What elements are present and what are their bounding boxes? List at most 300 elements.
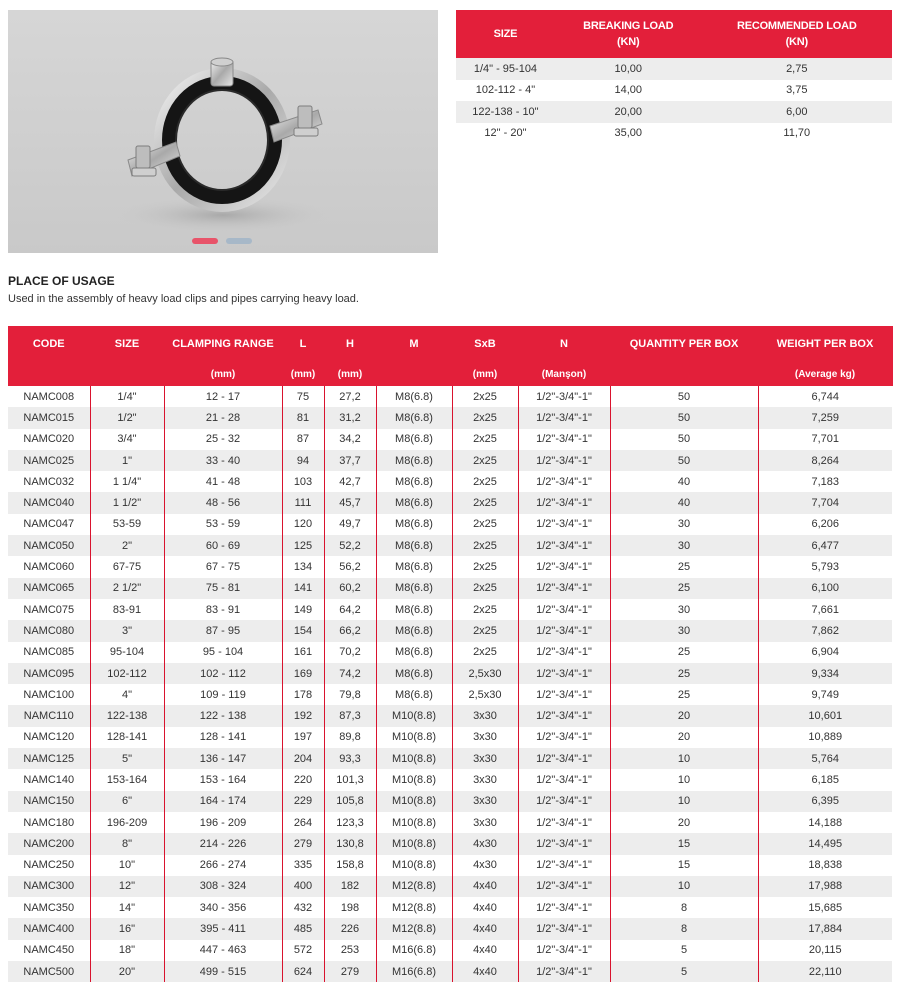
product-image-gallery [8,10,438,253]
table-cell: 4x40 [452,918,518,939]
table-cell: 134 [282,556,324,577]
table-cell: 10 [610,769,758,790]
table-cell: NAMC075 [8,599,90,620]
table-cell: 30 [610,620,758,641]
table-cell: 2x25 [452,492,518,513]
table-cell: 64,2 [324,599,376,620]
table-cell: 3x30 [452,791,518,812]
table-cell: 1/4" - 95-104 [456,58,555,80]
table-row [8,663,892,684]
column-header: M [376,326,452,362]
table-cell: NAMC040 [8,492,90,513]
table-cell: 14,00 [555,80,702,102]
table-cell: 20" [90,961,164,982]
gallery-pagination [192,238,252,244]
table-cell: 14,495 [758,833,892,854]
table-cell: 5,793 [758,556,892,577]
table-row [8,450,892,471]
table-cell: 161 [282,642,324,663]
table-cell: 40 [610,492,758,513]
table-cell: M10(8.8) [376,833,452,854]
table-cell: 35,00 [555,123,702,145]
table-row [8,748,892,769]
table-cell: 3" [90,620,164,641]
column-unit [8,362,90,386]
pipe-clamp-image [8,10,438,253]
table-cell: M8(6.8) [376,535,452,556]
table-cell: 33 - 40 [164,450,282,471]
table-cell: 229 [282,791,324,812]
table-cell: 20 [610,705,758,726]
table-cell: 70,2 [324,642,376,663]
table-cell: M12(8.8) [376,918,452,939]
table-cell: 17,884 [758,918,892,939]
table-row [8,386,892,407]
table-cell: 6,100 [758,578,892,599]
table-cell: 48 - 56 [164,492,282,513]
table-cell: 3x30 [452,727,518,748]
table-cell: 204 [282,748,324,769]
load-header-recommended: RECOMMENDED LOAD (KN) [702,10,892,58]
table-cell: M8(6.8) [376,642,452,663]
table-cell: 2x25 [452,407,518,428]
table-cell: M8(6.8) [376,578,452,599]
table-cell: M12(8.8) [376,876,452,897]
table-cell: NAMC150 [8,791,90,812]
table-cell: M8(6.8) [376,514,452,535]
table-cell: NAMC060 [8,556,90,577]
table-cell: 83-91 [90,599,164,620]
table-cell: M10(8.8) [376,791,452,812]
table-cell: M8(6.8) [376,450,452,471]
table-cell: 279 [324,961,376,982]
table-cell: 279 [282,833,324,854]
table-row [8,642,892,663]
table-cell: 53 - 59 [164,514,282,535]
table-cell: 2x25 [452,620,518,641]
gallery-dot[interactable] [226,238,252,244]
table-cell: 1/2"-3/4"-1" [518,535,610,556]
table-row [8,961,892,982]
table-cell: 182 [324,876,376,897]
table-cell: 87 [282,429,324,450]
table-cell: 60,2 [324,578,376,599]
table-cell: 79,8 [324,684,376,705]
table-cell: 2x25 [452,514,518,535]
table-cell: NAMC300 [8,876,90,897]
table-cell: 40 [610,471,758,492]
table-cell: NAMC400 [8,918,90,939]
table-cell: 83 - 91 [164,599,282,620]
table-cell: 123,3 [324,812,376,833]
table-row [8,535,892,556]
table-cell: 2,5x30 [452,684,518,705]
table-cell: 81 [282,407,324,428]
table-cell: 14,188 [758,812,892,833]
table-row [8,556,892,577]
table-cell: 15 [610,833,758,854]
table-row [456,123,892,145]
table-cell: 15,685 [758,897,892,918]
table-row [8,727,892,748]
table-cell: 1/2"-3/4"-1" [518,492,610,513]
table-cell: M16(6.8) [376,961,452,982]
table-cell: M8(6.8) [376,620,452,641]
table-row [8,407,892,428]
table-cell: 141 [282,578,324,599]
table-row [8,791,892,812]
table-cell: M12(8.8) [376,897,452,918]
table-cell: 2" [90,535,164,556]
table-cell: 136 - 147 [164,748,282,769]
table-cell: 1/2"-3/4"-1" [518,642,610,663]
table-cell: 214 - 226 [164,833,282,854]
column-unit: (mm) [324,362,376,386]
table-cell: 87,3 [324,705,376,726]
table-cell: NAMC500 [8,961,90,982]
table-cell: 4x30 [452,855,518,876]
spec-table [8,326,893,982]
gallery-dot-active[interactable] [192,238,218,244]
table-cell: 395 - 411 [164,918,282,939]
table-cell: 10 [610,876,758,897]
table-row [8,578,892,599]
table-row [8,599,892,620]
table-cell: 1/2"-3/4"-1" [518,386,610,407]
table-cell: 120 [282,514,324,535]
table-cell: 2x25 [452,535,518,556]
load-header-size: SIZE [456,10,555,58]
table-cell: NAMC125 [8,748,90,769]
table-cell: 25 [610,556,758,577]
table-cell: 109 - 119 [164,684,282,705]
column-unit: (Manşon) [518,362,610,386]
table-row [8,471,892,492]
table-cell: NAMC015 [8,407,90,428]
table-row [8,429,892,450]
column-header: L [282,326,324,362]
table-cell: M10(8.8) [376,855,452,876]
table-cell: 42,7 [324,471,376,492]
table-cell: 10" [90,855,164,876]
table-cell: 1/2"-3/4"-1" [518,769,610,790]
table-cell: 1/2"-3/4"-1" [518,599,610,620]
table-cell: 1/2"-3/4"-1" [518,748,610,769]
table-cell: 1/2"-3/4"-1" [518,471,610,492]
table-cell: 6,477 [758,535,892,556]
table-cell: 18" [90,940,164,961]
table-cell: 153 - 164 [164,769,282,790]
table-cell: 2x25 [452,386,518,407]
table-cell: NAMC025 [8,450,90,471]
table-cell: 52,2 [324,535,376,556]
table-cell: 41 - 48 [164,471,282,492]
table-cell: M16(6.8) [376,940,452,961]
table-cell: 30 [610,514,758,535]
table-cell: 14" [90,897,164,918]
load-table [456,10,892,144]
table-cell: 340 - 356 [164,897,282,918]
table-cell: 9,334 [758,663,892,684]
table-cell: 25 [610,684,758,705]
table-cell: 101,3 [324,769,376,790]
table-cell: 3x30 [452,748,518,769]
table-cell: 3x30 [452,769,518,790]
table-cell: 45,7 [324,492,376,513]
table-cell: 1/2"-3/4"-1" [518,663,610,684]
table-cell: 10,601 [758,705,892,726]
table-cell: 67 - 75 [164,556,282,577]
usage-text: Used in the assembly of heavy load clips and pipes carrying heavy load. [8,293,359,305]
table-cell: NAMC450 [8,940,90,961]
column-unit [90,362,164,386]
table-cell: 7,862 [758,620,892,641]
table-cell: 8,264 [758,450,892,471]
table-cell: 1/2"-3/4"-1" [518,620,610,641]
table-cell: 25 [610,663,758,684]
table-cell: NAMC032 [8,471,90,492]
table-cell: 335 [282,855,324,876]
column-unit: (mm) [452,362,518,386]
table-cell: 4x30 [452,833,518,854]
table-cell: 624 [282,961,324,982]
table-cell: 3,75 [702,80,892,102]
table-cell: 4x40 [452,876,518,897]
table-cell: 1/2"-3/4"-1" [518,727,610,748]
table-cell: 5,764 [758,748,892,769]
table-cell: 9,749 [758,684,892,705]
table-cell: 5 [610,961,758,982]
table-cell: 196-209 [90,812,164,833]
table-cell: 1/2"-3/4"-1" [518,833,610,854]
table-cell: 6,395 [758,791,892,812]
table-cell: 16" [90,918,164,939]
table-cell: 1/2"-3/4"-1" [518,514,610,535]
table-cell: M10(8.8) [376,705,452,726]
table-cell: 2x25 [452,599,518,620]
table-cell: 1/2"-3/4"-1" [518,961,610,982]
table-cell: NAMC065 [8,578,90,599]
table-cell: 2,5x30 [452,663,518,684]
table-row [8,684,892,705]
table-cell: 17,988 [758,876,892,897]
table-row [8,705,892,726]
table-cell: 447 - 463 [164,940,282,961]
table-cell: NAMC020 [8,429,90,450]
table-cell: 1/2"-3/4"-1" [518,429,610,450]
table-cell: 95-104 [90,642,164,663]
table-cell: 89,8 [324,727,376,748]
table-cell: 2,75 [702,58,892,80]
table-cell: 18,838 [758,855,892,876]
table-cell: M10(8.8) [376,812,452,833]
table-cell: 7,701 [758,429,892,450]
table-cell: 1 1/2" [90,492,164,513]
table-cell: 266 - 274 [164,855,282,876]
table-cell: 94 [282,450,324,471]
table-cell: 130,8 [324,833,376,854]
table-cell: 102-112 [90,663,164,684]
table-cell: M8(6.8) [376,471,452,492]
table-cell: 158,8 [324,855,376,876]
table-cell: 53-59 [90,514,164,535]
table-cell: 21 - 28 [164,407,282,428]
table-cell: 4x40 [452,940,518,961]
table-cell: M8(6.8) [376,684,452,705]
table-cell: 1/2"-3/4"-1" [518,556,610,577]
table-cell: 1/4" [90,386,164,407]
column-header: H [324,326,376,362]
table-cell: 111 [282,492,324,513]
table-cell: 1/2"-3/4"-1" [518,812,610,833]
table-cell: 1 1/4" [90,471,164,492]
table-cell: 8 [610,897,758,918]
table-cell: NAMC350 [8,897,90,918]
table-cell: M10(8.8) [376,727,452,748]
table-cell: NAMC200 [8,833,90,854]
table-cell: 153-164 [90,769,164,790]
table-cell: 10,889 [758,727,892,748]
table-cell: NAMC180 [8,812,90,833]
table-cell: M8(6.8) [376,599,452,620]
table-cell: 2x25 [452,578,518,599]
table-cell: 20 [610,812,758,833]
table-cell: NAMC110 [8,705,90,726]
table-cell: 11,70 [702,123,892,145]
table-cell: 3x30 [452,812,518,833]
table-cell: 2x25 [452,556,518,577]
table-cell: 105,8 [324,791,376,812]
table-row [8,514,892,535]
table-cell: 5 [610,940,758,961]
table-cell: 25 - 32 [164,429,282,450]
table-cell: 178 [282,684,324,705]
table-cell: NAMC100 [8,684,90,705]
table-cell: 102-112 - 4" [456,80,555,102]
table-cell: 102 - 112 [164,663,282,684]
table-cell: 5" [90,748,164,769]
table-cell: 198 [324,897,376,918]
table-cell: 50 [610,429,758,450]
table-cell: 49,7 [324,514,376,535]
table-row [8,897,892,918]
table-cell: 6,00 [702,101,892,123]
table-cell: 308 - 324 [164,876,282,897]
table-cell: NAMC050 [8,535,90,556]
table-cell: 66,2 [324,620,376,641]
table-row [8,492,892,513]
table-row [8,876,892,897]
table-cell: 75 [282,386,324,407]
table-cell: 196 - 209 [164,812,282,833]
spec-table-units [8,362,892,386]
table-cell: 12" - 20" [456,123,555,145]
table-cell: 31,2 [324,407,376,428]
table-cell: 1/2"-3/4"-1" [518,855,610,876]
table-cell: 74,2 [324,663,376,684]
table-cell: 15 [610,855,758,876]
table-cell: 25 [610,578,758,599]
table-cell: 1/2"-3/4"-1" [518,876,610,897]
table-cell: 226 [324,918,376,939]
table-cell: 164 - 174 [164,791,282,812]
table-row [8,918,892,939]
table-cell: 8 [610,918,758,939]
table-cell: 87 - 95 [164,620,282,641]
table-cell: 2 1/2" [90,578,164,599]
table-cell: NAMC008 [8,386,90,407]
table-cell: M8(6.8) [376,556,452,577]
table-cell: 1/2"-3/4"-1" [518,791,610,812]
table-cell: 128-141 [90,727,164,748]
table-cell: 27,2 [324,386,376,407]
table-cell: 8" [90,833,164,854]
table-row [8,620,892,641]
table-cell: 4x40 [452,897,518,918]
table-cell: 3/4" [90,429,164,450]
table-cell: 34,2 [324,429,376,450]
table-cell: 6" [90,791,164,812]
table-cell: 2x25 [452,471,518,492]
table-cell: 2x25 [452,642,518,663]
table-cell: 60 - 69 [164,535,282,556]
table-cell: 50 [610,450,758,471]
table-cell: NAMC250 [8,855,90,876]
table-cell: 20 [610,727,758,748]
column-unit: (Average kg) [758,362,892,386]
column-unit [610,362,758,386]
table-cell: 56,2 [324,556,376,577]
table-cell: 122-138 - 10" [456,101,555,123]
table-cell: 7,259 [758,407,892,428]
table-cell: 1/2"-3/4"-1" [518,940,610,961]
table-row [8,812,892,833]
table-cell: NAMC080 [8,620,90,641]
table-row [8,855,892,876]
table-cell: 128 - 141 [164,727,282,748]
table-cell: 1/2"-3/4"-1" [518,918,610,939]
table-row [8,940,892,961]
table-cell: 12" [90,876,164,897]
table-cell: 20,115 [758,940,892,961]
table-cell: 50 [610,407,758,428]
table-cell: 572 [282,940,324,961]
table-cell: 10 [610,748,758,769]
table-cell: M10(8.8) [376,769,452,790]
table-cell: 12 - 17 [164,386,282,407]
table-cell: 10,00 [555,58,702,80]
table-cell: 6,185 [758,769,892,790]
column-header: CODE [8,326,90,362]
column-unit: (mm) [164,362,282,386]
table-cell: 432 [282,897,324,918]
table-cell: 95 - 104 [164,642,282,663]
table-cell: 7,704 [758,492,892,513]
table-cell: 154 [282,620,324,641]
load-header-breaking: BREAKING LOAD (KN) [555,10,702,58]
table-cell: 4x40 [452,961,518,982]
table-cell: 30 [610,535,758,556]
column-header: QUANTITY PER BOX [610,326,758,362]
table-cell: 1/2"-3/4"-1" [518,705,610,726]
table-cell: 1/2"-3/4"-1" [518,407,610,428]
table-cell: 220 [282,769,324,790]
table-cell: NAMC140 [8,769,90,790]
table-cell: 264 [282,812,324,833]
table-cell: NAMC047 [8,514,90,535]
table-cell: 125 [282,535,324,556]
column-header: CLAMPING RANGE [164,326,282,362]
